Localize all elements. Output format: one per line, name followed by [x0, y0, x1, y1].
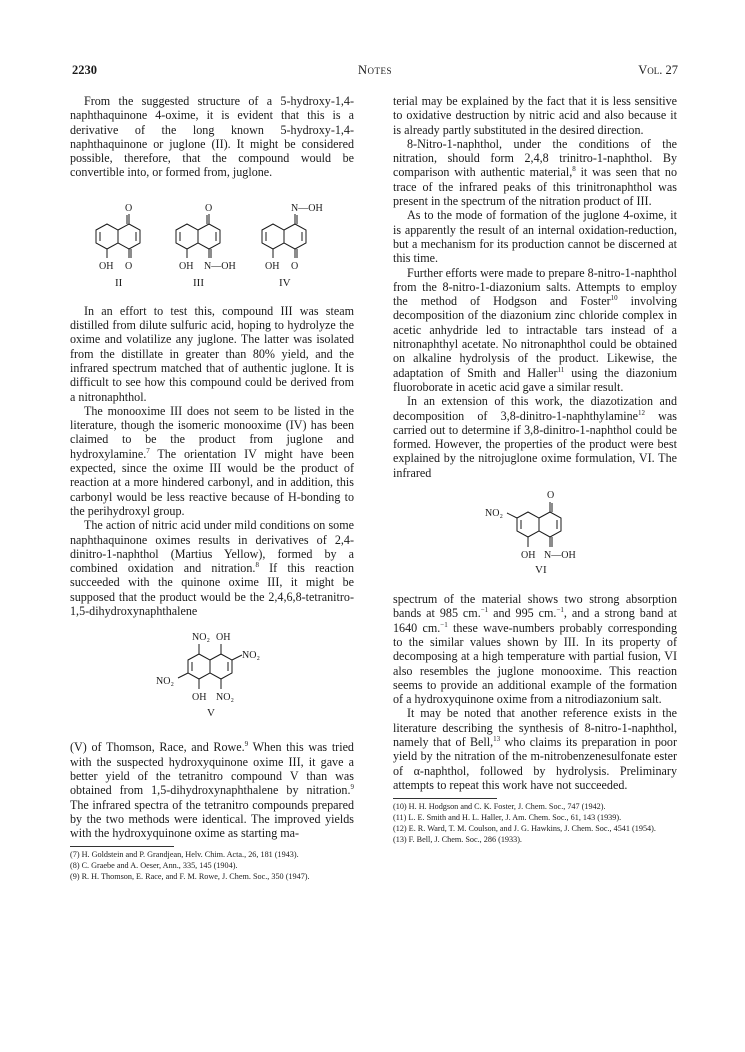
- footnote-rule: [70, 846, 174, 847]
- structures-svg: [70, 186, 354, 298]
- footnote: (7) H. Goldstein and P. Grandjean, Helv. Chim. Acta., 26, 181 (1943).: [70, 850, 299, 860]
- hydroxyl-label: OH: [192, 692, 207, 704]
- footnote-ref: 10: [610, 294, 618, 303]
- atom-label: O: [125, 260, 133, 272]
- footnote-ref: 12: [638, 408, 645, 417]
- figure-structure-V: [70, 624, 354, 734]
- paragraph: It may be noted that another reference exists in the literature describing the synthesis of 8-nitro-1-naphthol, namely that of Bell,$^{13}$ who claims its preparation in poor yield by the nitration of the m-nitrobenzenesulfonate ester of α-naphthol, followed by hydrolysis. Preliminary attempts to repeat this work have not succeeded.: [393, 706, 677, 792]
- paragraph: 8-Nitro-1-naphthol, under the conditions of the nitration, should form 2,4,8 trinitro-1-naphthol. By comparison with authentic material,$^8$ it was seen that no trace of the infrared peaks of this trinitronaphthol was present in the spectrum of the nitration product of III.: [393, 136, 677, 209]
- oxime-label: N—OH: [544, 550, 576, 562]
- compound-label-III: III: [193, 276, 204, 289]
- footnote-rule: [393, 798, 497, 799]
- section-title: Notes: [357, 63, 393, 77]
- figure-structure-VI: [393, 486, 677, 586]
- structure-vi-svg: [393, 486, 677, 586]
- nitro-label: NO₂: [156, 676, 174, 688]
- left-column: [70, 94, 354, 883]
- atom-label: O: [205, 202, 213, 214]
- compound-label-VI: VI: [535, 564, 547, 577]
- footnote-ref: 11: [557, 365, 565, 374]
- atom-label: OH: [99, 260, 114, 272]
- figure-structures-II-III-IV: [70, 186, 354, 298]
- footnotes-left: [70, 850, 354, 882]
- footnote-ref: 13: [493, 734, 501, 743]
- hydroxyl-label: OH: [521, 550, 536, 562]
- footnote: (9) R. H. Thomson, E. Race, and F. M. Rowe, J. Chem. Soc., 350 (1947).: [70, 871, 310, 881]
- compound-label-V: V: [207, 707, 215, 720]
- hydroxyl-label: OH: [216, 632, 231, 644]
- structure-v-svg: [70, 624, 354, 734]
- running-header: [72, 63, 678, 79]
- atom-label: OH: [179, 260, 194, 272]
- footnote-ref: 9: [244, 740, 249, 749]
- footnote: (12) E. R. Ward, T. M. Coulson, and J. G. Hawkins, J. Chem. Soc., 4541 (1954).: [393, 823, 656, 833]
- atom-label: N—OH: [204, 260, 236, 272]
- footnote-ref: 8: [572, 165, 576, 174]
- paragraph: The action of nitric acid under mild conditions on some naphthaquinone oximes results in derivatives of 2,4-dinitro-1-naphthol (Martius Yellow), formed by a combined oxidation and nitration.$^8$ If this reaction succeeded with the quinone oxime III, it might be supposed that the product would be the 2,4,6,8-tetranitro-1,5-dihydroxynaphthalene: [70, 518, 355, 619]
- paragraph: Further efforts were made to prepare 8-nitro-1-naphthol from the 8-nitro-1-diazonium salts. Attempts to employ the method of Hodgson and Foster$^{10}$ involving decomposition of the diazonium zinc chloride complex in acetic anhydride led to intractable tars instead of a nitronaphthyl acetate. No nitronaphthol could be obtained on alkaline hydrolysis of the product. Likewise, the adaptation of Smith and Haller$^{11}$ using the diazonium fluoroborate in acetic acid gave a similar result.: [393, 265, 677, 394]
- nitro-label: NO₂: [216, 692, 234, 704]
- paragraph: spectrum of the material shows two strong absorption bands at 985 cm.$^{-1}$ and 995 cm.$^{-1}$, and a strong band at 1640 cm.$^{-1}$ these wave-numbers probably corresponding to the similar values shown by III. In its property of decomposing at a high temperature with partial fusion, VI also resembles the juglone monooxime. This reaction seems to provide an additional example of the formation of a hydroxyquinone oxime from a nitrodiazonium salt.: [393, 592, 678, 707]
- atom-label: O: [291, 260, 299, 272]
- atom-label: OH: [265, 260, 280, 272]
- footnote-ref: 8: [255, 561, 259, 570]
- nitro-label: NO₂: [242, 650, 260, 662]
- paragraph: (V) of Thomson, Race, and Rowe.$^9$ When this was tried with the suspected hydroxyquinone oxime III, it gave a better yield of the tetranitro compound V than was obtained from 1,5-dihydroxynaphthalene by nitration.$^9$ The infrared spectra of the tetranitro compounds prepared by the two methods were identical. The improved yields with the hydroxyquinone oxime as starting ma-: [70, 740, 354, 841]
- atom-label: N—OH: [291, 202, 323, 214]
- volume-label: Vol. 27: [638, 63, 678, 77]
- compound-label-II: II: [115, 276, 123, 289]
- paragraph: The monooxime III does not seem to be listed in the literature, though the isomeric monooxime (IV) has been claimed to be the product from juglone and hydroxylamine.$^7$ The orientation IV might have been expected, since the oxime III would be the product of reaction at a more hindered carbonyl, and in addition, this carbonyl would be less reactive because of H-bonding to the perihydroxyl group.: [70, 403, 354, 518]
- footnotes-right: [393, 802, 677, 845]
- paragraph: From the suggested structure of a 5-hydroxy-1,4-naphthaquinone 4-oxime, it is evident that this is a derivative of the long known 5-hydroxy-1,4-naphthaquinone or juglone (II). It might be considered possible, therefore, that the compound would be convertible into, or formed from, juglone.: [70, 94, 354, 180]
- atom-label: O: [125, 202, 133, 214]
- footnote: (11) L. E. Smith and H. L. Haller, J. Am. Chem. Soc., 61, 143 (1939).: [393, 812, 622, 822]
- right-column: [393, 94, 677, 845]
- footnote: (10) H. H. Hodgson and C. K. Foster, J. Chem. Soc., 747 (1942).: [393, 802, 606, 812]
- page-number: 2230: [72, 63, 97, 77]
- paragraph: terial may be explained by the fact that it is less sensitive to oxidative destruction by nitric acid and also because it is already partly substituted in the desired direction.: [393, 94, 677, 137]
- footnote-ref: 9: [350, 783, 354, 792]
- footnote: (8) C. Graebe and A. Oeser, Ann., 335, 145 (1904).: [70, 861, 238, 871]
- nitro-label: NO₂: [192, 632, 210, 644]
- paragraph: In an effort to test this, compound III was steam distilled from dilute sulfuric acid, hoping to hydrolyze the oxime and volatilize any juglone. The latter was isolated from the distillate in greater than 80% yield, and the infrared spectrum matched that of authentic juglone. It is difficult to see how this compound could be derived from a nitronaphthol.: [70, 303, 354, 404]
- footnote-ref: 7: [146, 446, 150, 455]
- paragraph: In an extension of this work, the diazotization and decomposition of 3,8-dinitro-1-naphthylamine$^{12}$ was carried out to determine if 3,8-dinitro-1-naphthol could be formed. However, the properties of the product were best explained by the nitrojuglone oxime formulation, VI. The infrared: [393, 394, 677, 480]
- atom-label: O: [547, 490, 555, 502]
- footnote: (13) F. Bell, J. Chem. Soc., 286 (1933).: [393, 834, 522, 844]
- paragraph: As to the mode of formation of the juglone 4-oxime, it is apparently the result of an internal oxidation-reduction, but a mechanism for its production cannot be discerned at this time.: [393, 208, 677, 266]
- nitro-label: NO₂: [485, 508, 503, 520]
- compound-label-IV: IV: [279, 276, 291, 289]
